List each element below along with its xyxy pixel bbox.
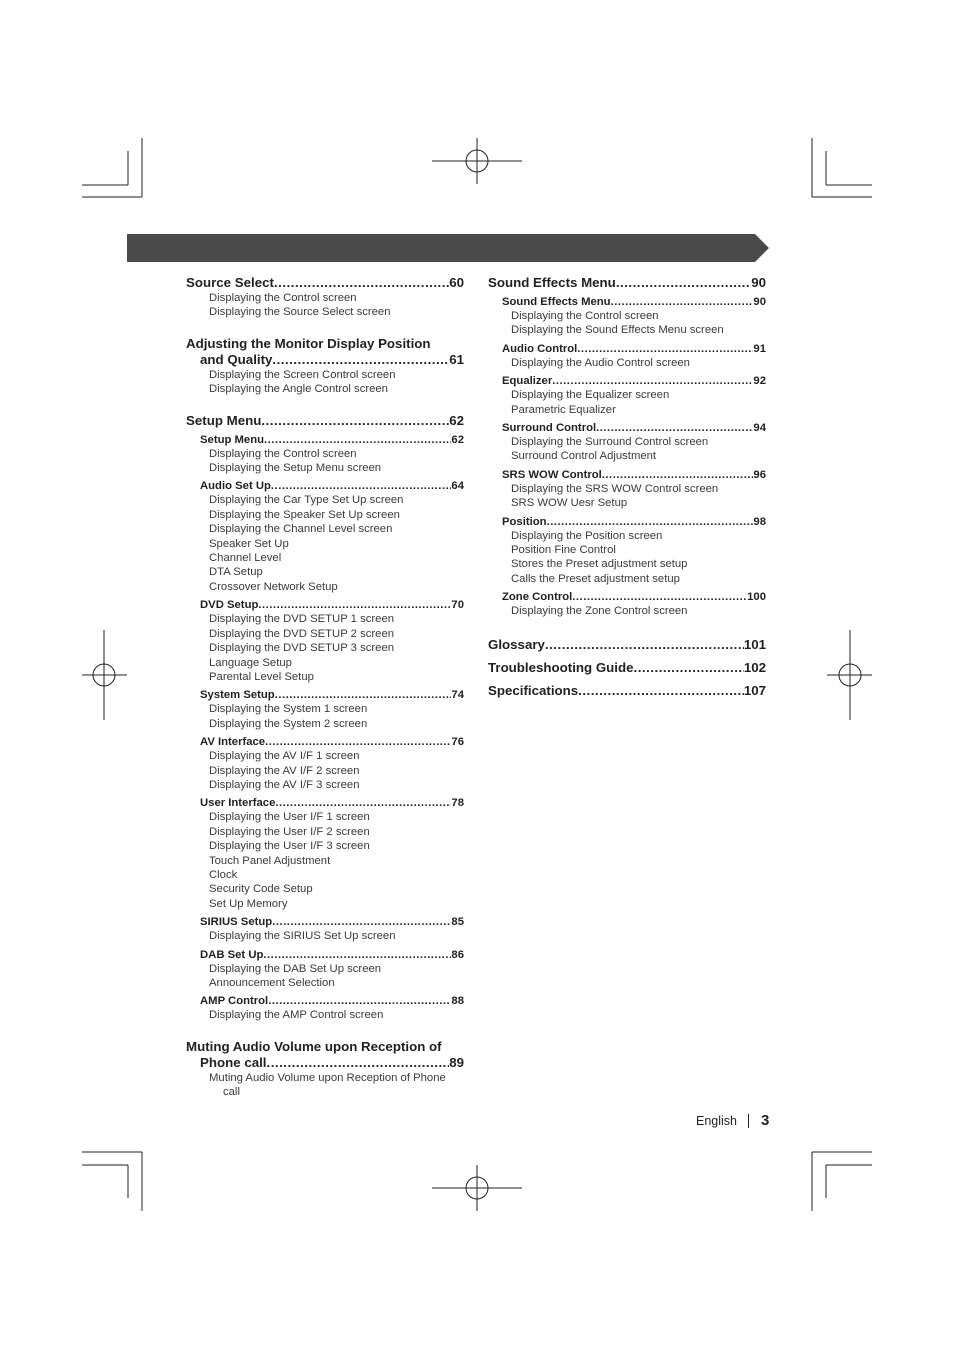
item-list bbox=[511, 482, 766, 511]
footer-divider bbox=[748, 1114, 749, 1128]
item-list bbox=[209, 493, 464, 594]
list-item[interactable]: Surround Control Adjustment bbox=[511, 450, 657, 463]
list-item[interactable]: Calls the Preset adjustment setup bbox=[511, 572, 680, 585]
sub-title: AV Interface bbox=[200, 736, 266, 749]
list-item[interactable]: Stores the Preset adjustment setup bbox=[511, 558, 688, 571]
list-item[interactable]: Displaying the Angle Control screen bbox=[209, 383, 388, 396]
page-number: 62 bbox=[449, 412, 464, 428]
list-item[interactable]: Touch Panel Adjustment bbox=[209, 854, 331, 867]
list-item[interactable]: Displaying the Source Select screen bbox=[209, 306, 391, 319]
section-title: Troubleshooting Guide bbox=[488, 659, 634, 675]
item-list bbox=[511, 388, 766, 417]
list-item[interactable]: Displaying the Equalizer screen bbox=[511, 389, 670, 402]
list-item[interactable]: Displaying the Sound Effects Menu screen bbox=[511, 324, 724, 337]
sub-title: AMP Control bbox=[200, 995, 269, 1008]
list-item[interactable]: SRS WOW Uesr Setup bbox=[511, 497, 628, 510]
list-item[interactable]: Displaying the DVD SETUP 3 screen bbox=[209, 642, 395, 655]
sub-title: Sound Effects Menu bbox=[502, 296, 611, 308]
page-number: 89 bbox=[449, 1054, 464, 1070]
item-list bbox=[209, 962, 464, 991]
toc-sub-sirius-setup[interactable] bbox=[200, 915, 464, 929]
sub-title: SIRIUS Setup bbox=[200, 916, 273, 929]
header-banner bbox=[127, 234, 769, 262]
toc-sub-dab-set-up[interactable] bbox=[200, 948, 464, 962]
item-list bbox=[209, 1071, 464, 1100]
toc-section-sound-effects[interactable] bbox=[488, 275, 766, 291]
toc-section-monitor-display[interactable] bbox=[186, 336, 464, 368]
toc-section-setup-menu[interactable] bbox=[186, 413, 464, 429]
item-list bbox=[209, 291, 464, 320]
toc-sub-sound-effects-menu[interactable] bbox=[502, 295, 766, 309]
page-number: 94 bbox=[753, 422, 766, 435]
list-item[interactable]: DTA Setup bbox=[209, 566, 263, 579]
toc-sub-setup-menu[interactable] bbox=[200, 433, 464, 447]
toc-section-source-select[interactable] bbox=[186, 275, 464, 291]
list-item[interactable]: Displaying the User I/F 3 screen bbox=[209, 840, 370, 853]
sub-title: System Setup bbox=[200, 689, 275, 702]
list-item[interactable]: Displaying the DVD SETUP 2 screen bbox=[209, 627, 395, 640]
list-item[interactable]: Displaying the SIRIUS Set Up screen bbox=[209, 930, 396, 943]
sub-title: Setup Menu bbox=[200, 433, 265, 446]
list-item[interactable]: Displaying the Channel Level screen bbox=[209, 523, 393, 536]
page-number: 70 bbox=[451, 599, 464, 612]
list-item[interactable]: Displaying the AV I/F 2 screen bbox=[209, 764, 360, 777]
page-number: 64 bbox=[451, 480, 464, 493]
page-number: 88 bbox=[451, 995, 464, 1008]
list-item[interactable]: Displaying the Control screen bbox=[209, 292, 357, 304]
page-number: 92 bbox=[753, 375, 766, 388]
sub-title: SRS WOW Control bbox=[502, 468, 602, 481]
toc-sub-position[interactable] bbox=[502, 515, 766, 529]
page-number: 98 bbox=[753, 515, 766, 528]
list-item[interactable]: Position Fine Control bbox=[511, 544, 616, 557]
toc-sub-zone-control[interactable] bbox=[502, 590, 766, 604]
item-list bbox=[209, 1008, 464, 1022]
list-item[interactable]: Announcement Selection bbox=[209, 977, 335, 989]
sub-title: Audio Control bbox=[502, 342, 578, 355]
page-number: 101 bbox=[743, 636, 766, 652]
toc-sub-equalizer[interactable] bbox=[502, 374, 766, 388]
toc-sub-audio-control[interactable] bbox=[502, 342, 766, 356]
page-number: 61 bbox=[449, 351, 464, 367]
sub-title: User Interface bbox=[200, 797, 276, 810]
list-item[interactable]: Speaker Set Up bbox=[209, 537, 289, 550]
page-number: 62 bbox=[451, 433, 464, 446]
toc-right-column bbox=[488, 271, 766, 699]
item-list bbox=[511, 309, 766, 338]
list-item[interactable]: Muting Audio Volume upon Reception of Phone bbox=[209, 1071, 446, 1084]
page-number: 74 bbox=[451, 689, 464, 702]
list-item[interactable]: Displaying the Setup Menu screen bbox=[209, 462, 382, 475]
list-item[interactable]: Displaying the Control screen bbox=[511, 310, 659, 322]
toc-section-troubleshooting[interactable] bbox=[488, 660, 766, 676]
list-item[interactable]: Crossover Network Setup bbox=[209, 580, 338, 593]
list-item-continued[interactable]: call bbox=[223, 1086, 240, 1099]
sub-title: Equalizer bbox=[502, 375, 553, 388]
item-list bbox=[209, 368, 464, 397]
page-number: 107 bbox=[743, 682, 766, 698]
section-title: Specifications bbox=[488, 682, 579, 698]
list-item[interactable]: Displaying the Screen Control screen bbox=[209, 368, 396, 381]
list-item[interactable]: Displaying the Surround Control screen bbox=[511, 436, 709, 449]
list-item[interactable]: Displaying the AV I/F 1 screen bbox=[209, 750, 360, 763]
toc-sub-srs-wow-control[interactable] bbox=[502, 468, 766, 482]
item-list bbox=[209, 929, 464, 943]
list-item[interactable]: Displaying the System 1 screen bbox=[209, 703, 368, 716]
sub-title: Audio Set Up bbox=[200, 480, 271, 493]
page-number: 90 bbox=[751, 275, 766, 290]
list-item[interactable]: Set Up Memory bbox=[209, 897, 288, 910]
toc-section-specifications[interactable] bbox=[488, 683, 766, 699]
sub-title: DVD Setup bbox=[200, 599, 259, 612]
item-list bbox=[209, 447, 464, 476]
page-number: 60 bbox=[449, 275, 464, 290]
list-item[interactable]: Displaying the DAB Set Up screen bbox=[209, 962, 382, 975]
list-item[interactable]: Displaying the SRS WOW Control screen bbox=[511, 482, 719, 495]
item-list bbox=[209, 612, 464, 684]
sub-title: Position bbox=[502, 515, 547, 528]
item-list bbox=[511, 435, 766, 464]
page-number: 100 bbox=[747, 591, 766, 604]
page-number: 102 bbox=[743, 659, 766, 675]
list-item[interactable]: Displaying the AV I/F 3 screen bbox=[209, 778, 360, 791]
toc-sub-dvd-setup[interactable] bbox=[200, 598, 464, 612]
list-item[interactable]: Parental Level Setup bbox=[209, 670, 314, 683]
list-item[interactable]: Displaying the AMP Control screen bbox=[209, 1009, 384, 1022]
list-item[interactable]: Displaying the Car Type Set Up screen bbox=[209, 494, 404, 507]
item-list bbox=[209, 810, 464, 911]
toc-sub-user-interface[interactable] bbox=[200, 796, 464, 810]
toc-sub-system-setup[interactable] bbox=[200, 688, 464, 702]
page-number: 91 bbox=[753, 342, 766, 355]
section-title-line1: Muting Audio Volume upon Reception of bbox=[186, 1038, 442, 1054]
list-item[interactable]: Displaying the Control screen bbox=[209, 447, 357, 460]
toc-left-column bbox=[186, 271, 464, 1100]
list-item[interactable]: Clock bbox=[209, 868, 238, 881]
section-title: Sound Effects Menu bbox=[488, 275, 616, 290]
footer-language: English bbox=[696, 1113, 737, 1128]
list-item[interactable]: Security Code Setup bbox=[209, 883, 313, 896]
list-item[interactable]: Displaying the System 2 screen bbox=[209, 717, 368, 730]
section-title: Setup Menu bbox=[186, 412, 262, 428]
item-list bbox=[511, 356, 766, 370]
item-list bbox=[511, 529, 766, 587]
page-number: 86 bbox=[451, 948, 464, 961]
list-item[interactable]: Parametric Equalizer bbox=[511, 403, 616, 416]
item-list bbox=[209, 702, 464, 731]
toc-section-muting-audio[interactable] bbox=[186, 1039, 464, 1071]
toc-sub-amp-control[interactable] bbox=[200, 994, 464, 1008]
toc-section-glossary[interactable] bbox=[488, 637, 766, 653]
section-title-line2: Phone call bbox=[200, 1054, 267, 1070]
list-item[interactable]: Displaying the Zone Control screen bbox=[511, 605, 688, 618]
list-item[interactable]: Displaying the Speaker Set Up screen bbox=[209, 508, 400, 521]
list-item[interactable]: Displaying the User I/F 2 screen bbox=[209, 825, 370, 838]
list-item[interactable]: Displaying the Audio Control screen bbox=[511, 356, 690, 369]
sub-title: Zone Control bbox=[502, 591, 573, 604]
page-footer bbox=[696, 1112, 769, 1129]
list-item[interactable]: Displaying the Position screen bbox=[511, 529, 663, 542]
item-list bbox=[209, 749, 464, 792]
page-number: 90 bbox=[753, 296, 766, 308]
footer-page-number: 3 bbox=[761, 1112, 770, 1129]
section-title-line1: Adjusting the Monitor Display Position bbox=[186, 335, 431, 351]
section-title-line2: and Quality bbox=[200, 351, 273, 367]
page-number: 85 bbox=[451, 916, 464, 929]
sub-title: Surround Control bbox=[502, 422, 597, 435]
list-item[interactable]: Displaying the DVD SETUP 1 screen bbox=[209, 613, 395, 626]
page-number: 96 bbox=[753, 468, 766, 481]
section-title: Glossary bbox=[488, 636, 545, 652]
item-list bbox=[511, 604, 766, 618]
toc-sub-audio-set-up[interactable] bbox=[200, 479, 464, 493]
list-item[interactable]: Displaying the User I/F 1 screen bbox=[209, 811, 370, 824]
list-item[interactable]: Language Setup bbox=[209, 656, 292, 669]
toc-sub-surround-control[interactable] bbox=[502, 421, 766, 435]
section-title: Source Select bbox=[186, 275, 274, 290]
toc-sub-av-interface[interactable] bbox=[200, 735, 464, 749]
page-number: 76 bbox=[451, 736, 464, 749]
list-item[interactable]: Channel Level bbox=[209, 552, 282, 565]
page-number: 78 bbox=[451, 797, 464, 810]
sub-title: DAB Set Up bbox=[200, 948, 264, 961]
